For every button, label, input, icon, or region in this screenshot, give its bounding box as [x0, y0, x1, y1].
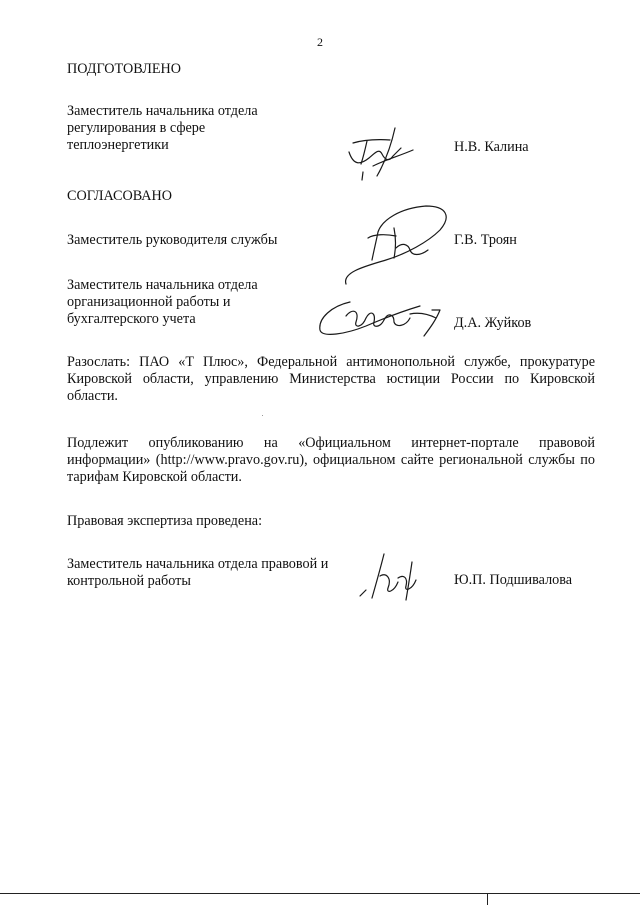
troyan-signature: [330, 198, 460, 290]
page-number: 2: [317, 35, 323, 49]
legal-review-signer-role: Заместитель начальника отдела правовой и контрольной работы: [67, 556, 329, 589]
prepared-heading: ПОДГОТОВЛЕНО: [67, 61, 181, 77]
prepared-signer-name: Н.В. Калина: [454, 139, 529, 155]
publication-note: Подлежит опубликованию на «Официальном интернет-портале правовой информации» (http://www.pravo.gov.ru), официальном сайте региональной службы по тарифам Кировской области.: [67, 435, 595, 485]
approved-signer-name: Г.В. Троян: [454, 232, 517, 248]
approved-signer-name: Д.А. Жуйков: [454, 315, 532, 331]
bottom-divider-tick: [487, 893, 488, 905]
scan-speck: [262, 415, 263, 416]
approved-signer-role: Заместитель начальника отдела организационной работы и бухгалтерского учета: [67, 277, 258, 327]
bottom-divider: [0, 893, 640, 894]
prepared-signer-role: Заместитель начальника отдела регулирования в сфере теплоэнергетики: [67, 103, 258, 153]
legal-review-signer-name: Ю.П. Подшивалова: [454, 572, 573, 588]
approved-heading: СОГЛАСОВАНО: [67, 188, 173, 204]
legal-review-heading: Правовая экспертиза проведена:: [67, 513, 263, 529]
approved-signer-role: Заместитель руководителя службы: [67, 232, 278, 248]
zhuikov-signature: [310, 288, 460, 343]
podshivalova-signature: [352, 548, 432, 608]
distribution-list: Разослать: ПАО «Т Плюс», Федеральной антимонопольной службе, прокуратуре Кировской области, управлению Министерства юстиции России по Кировской области.: [67, 354, 595, 404]
kalina-signature: [335, 118, 440, 190]
